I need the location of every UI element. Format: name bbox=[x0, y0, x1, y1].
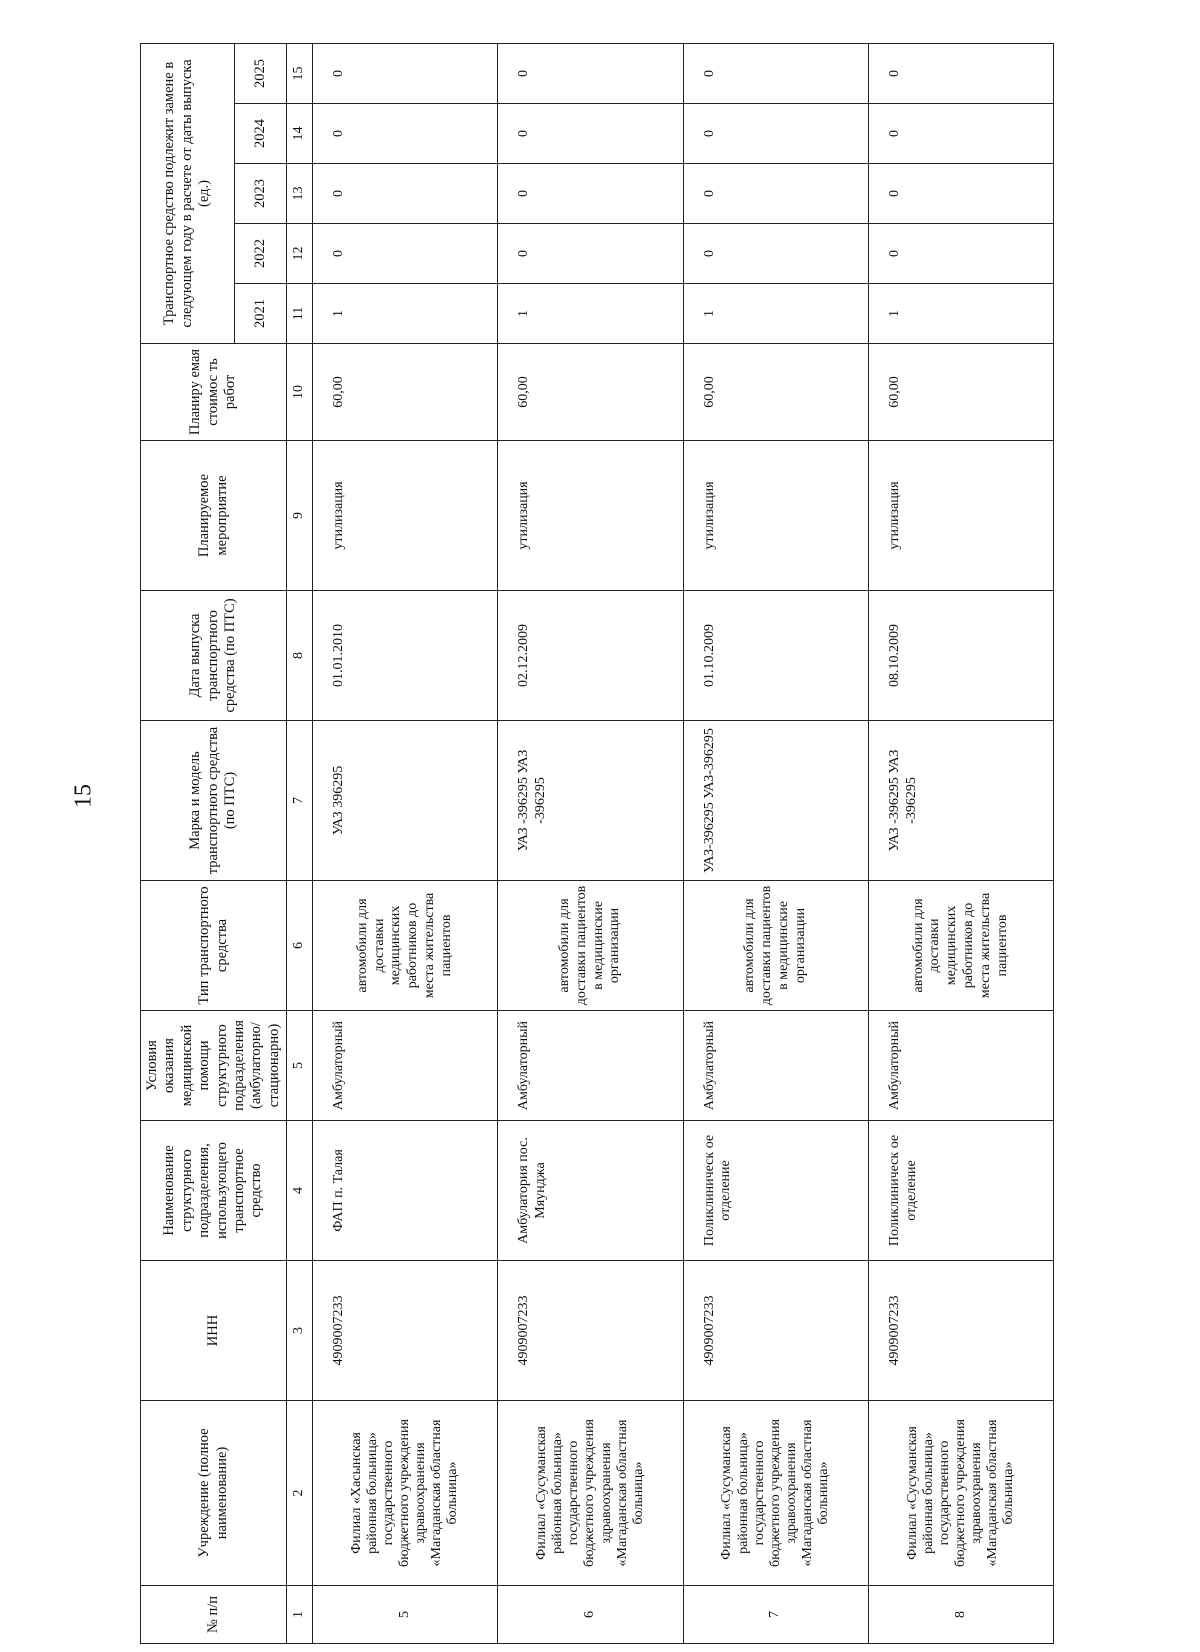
cell-year-value: 0 bbox=[313, 104, 498, 164]
column-number: 13 bbox=[287, 164, 313, 224]
cell-vehicle-type: автомобили для доставки пациентов в медицинские организации bbox=[683, 881, 868, 1011]
page-number: 15 bbox=[70, 784, 97, 808]
cell-conditions: Амбулаторный bbox=[683, 1011, 868, 1121]
cell-year-value: 0 bbox=[498, 164, 683, 224]
header-year: 2024 bbox=[234, 104, 286, 164]
cell-num: 8 bbox=[868, 1586, 1053, 1644]
cell-unit: Амбулатория пос. Мяунджа bbox=[498, 1121, 683, 1261]
cell-year-value: 0 bbox=[868, 104, 1053, 164]
cell-measure: утилизация bbox=[683, 441, 868, 591]
header-conditions: Условия оказания медицинской помощи структурного подразделения (амбулаторно/стационарно) bbox=[141, 1011, 287, 1121]
cell-cost: 60,00 bbox=[498, 344, 683, 441]
column-number: 15 bbox=[287, 43, 313, 103]
column-number: 4 bbox=[287, 1121, 313, 1261]
cell-measure: утилизация bbox=[313, 441, 498, 591]
cell-institution: Филиал «Сусуманская районная больница» государственного бюджетного учреждения здравоохранения «Магаданская областная больница» bbox=[868, 1401, 1053, 1586]
column-number: 7 bbox=[287, 721, 313, 881]
cell-year-value: 0 bbox=[683, 224, 868, 284]
column-number: 12 bbox=[287, 224, 313, 284]
cell-vehicle-type: автомобили для доставки медицинских работников до места жительства пациентов bbox=[868, 881, 1053, 1011]
cell-inn: 4909007233 bbox=[868, 1261, 1053, 1401]
table-row bbox=[683, 43, 868, 1643]
cell-year-value: 0 bbox=[868, 224, 1053, 284]
column-number: 8 bbox=[287, 591, 313, 721]
cell-release-date: 01.10.2009 bbox=[683, 591, 868, 721]
header-institution: Учреждение (полное наименование) bbox=[141, 1401, 287, 1586]
header-measure: Планируемое мероприятие bbox=[141, 441, 287, 591]
cell-year-value: 1 bbox=[313, 284, 498, 344]
cell-release-date: 01.01.2010 bbox=[313, 591, 498, 721]
cell-cost: 60,00 bbox=[868, 344, 1053, 441]
cell-unit: Поликлиническ ое отделение bbox=[683, 1121, 868, 1261]
cell-year-value: 1 bbox=[868, 284, 1053, 344]
cell-inn: 4909007233 bbox=[498, 1261, 683, 1401]
cell-institution: Филиал «Сусуманская районная больница» государственного бюджетного учреждения здравоохранения «Магаданская областная больница» bbox=[498, 1401, 683, 1586]
header-cost: Планиру емая стоимос ть работ bbox=[141, 344, 287, 441]
cell-num: 6 bbox=[498, 1586, 683, 1644]
header-model: Марка и модель транспортного средства (по ПТС) bbox=[141, 721, 287, 881]
cell-conditions: Амбулаторный bbox=[313, 1011, 498, 1121]
cell-year-value: 0 bbox=[868, 164, 1053, 224]
cell-institution: Филиал «Сусуманская районная больница» государственного бюджетного учреждения здравоохранения «Магаданская областная больница» bbox=[683, 1401, 868, 1586]
header-year: 2023 bbox=[234, 164, 286, 224]
header-year: 2021 bbox=[234, 284, 286, 344]
cell-year-value: 0 bbox=[683, 104, 868, 164]
cell-year-value: 1 bbox=[498, 284, 683, 344]
column-number: 1 bbox=[287, 1586, 313, 1644]
cell-year-value: 0 bbox=[683, 164, 868, 224]
header-inn: ИНН bbox=[141, 1261, 287, 1401]
column-number: 10 bbox=[287, 344, 313, 441]
cell-measure: утилизация bbox=[498, 441, 683, 591]
column-number: 14 bbox=[287, 104, 313, 164]
cell-unit: ФАП п. Талая bbox=[313, 1121, 498, 1261]
cell-institution: Филиал «Хасынская районная больница» государственного бюджетного учреждения здравоохранения «Магаданская областная больница» bbox=[313, 1401, 498, 1586]
cell-release-date: 02.12.2009 bbox=[498, 591, 683, 721]
cell-year-value: 0 bbox=[313, 43, 498, 103]
column-number: 11 bbox=[287, 284, 313, 344]
cell-vehicle-type: автомобили для доставки пациентов в медицинские организации bbox=[498, 881, 683, 1011]
header-year: 2022 bbox=[234, 224, 286, 284]
cell-model: УАЗ -396295 УАЗ -396295 bbox=[498, 721, 683, 881]
cell-year-value: 0 bbox=[313, 164, 498, 224]
cell-num: 5 bbox=[313, 1586, 498, 1644]
column-number: 3 bbox=[287, 1261, 313, 1401]
cell-year-value: 0 bbox=[868, 43, 1053, 103]
cell-year-value: 0 bbox=[498, 224, 683, 284]
header-vehicle-type: Тип транспортного средства bbox=[141, 881, 287, 1011]
header-unit: Наименование структурного подразделения, использующего транспортное средство bbox=[141, 1121, 287, 1261]
cell-measure: утилизация bbox=[868, 441, 1053, 591]
cell-cost: 60,00 bbox=[683, 344, 868, 441]
table-row bbox=[868, 43, 1053, 1643]
cell-year-value: 0 bbox=[683, 43, 868, 103]
header-replacement-group: Транспортное средство подлежит замене в следующем году в расчете от даты выпуска (ед.) bbox=[141, 43, 235, 343]
column-number: 2 bbox=[287, 1401, 313, 1586]
rotated-table-wrapper bbox=[140, 44, 1020, 1644]
cell-release-date: 08.10.2009 bbox=[868, 591, 1053, 721]
table-row bbox=[313, 43, 498, 1643]
cell-year-value: 0 bbox=[498, 104, 683, 164]
column-number: 6 bbox=[287, 881, 313, 1011]
cell-vehicle-type: автомобили для доставки медицинских работников до места жительства пациентов bbox=[313, 881, 498, 1011]
cell-num: 7 bbox=[683, 1586, 868, 1644]
column-number: 9 bbox=[287, 441, 313, 591]
header-release-date: Дата выпуска транспортного средства (по ПТС) bbox=[141, 591, 287, 721]
cell-model: УАЗ -396295 УАЗ -396295 bbox=[868, 721, 1053, 881]
cell-inn: 4909007233 bbox=[683, 1261, 868, 1401]
header-num: № п/п bbox=[141, 1586, 287, 1644]
cell-year-value: 0 bbox=[498, 43, 683, 103]
vehicle-replacement-table bbox=[140, 43, 1054, 1644]
cell-model: УАЗ-396295 УАЗ-396295 bbox=[683, 721, 868, 881]
cell-year-value: 1 bbox=[683, 284, 868, 344]
column-number: 5 bbox=[287, 1011, 313, 1121]
cell-conditions: Амбулаторный bbox=[868, 1011, 1053, 1121]
cell-unit: Поликлиническ ое отделение bbox=[868, 1121, 1053, 1261]
header-year: 2025 bbox=[234, 43, 286, 103]
cell-cost: 60,00 bbox=[313, 344, 498, 441]
cell-model: УАЗ 396295 bbox=[313, 721, 498, 881]
table-row bbox=[498, 43, 683, 1643]
cell-year-value: 0 bbox=[313, 224, 498, 284]
cell-conditions: Амбулаторный bbox=[498, 1011, 683, 1121]
cell-inn: 4909007233 bbox=[313, 1261, 498, 1401]
